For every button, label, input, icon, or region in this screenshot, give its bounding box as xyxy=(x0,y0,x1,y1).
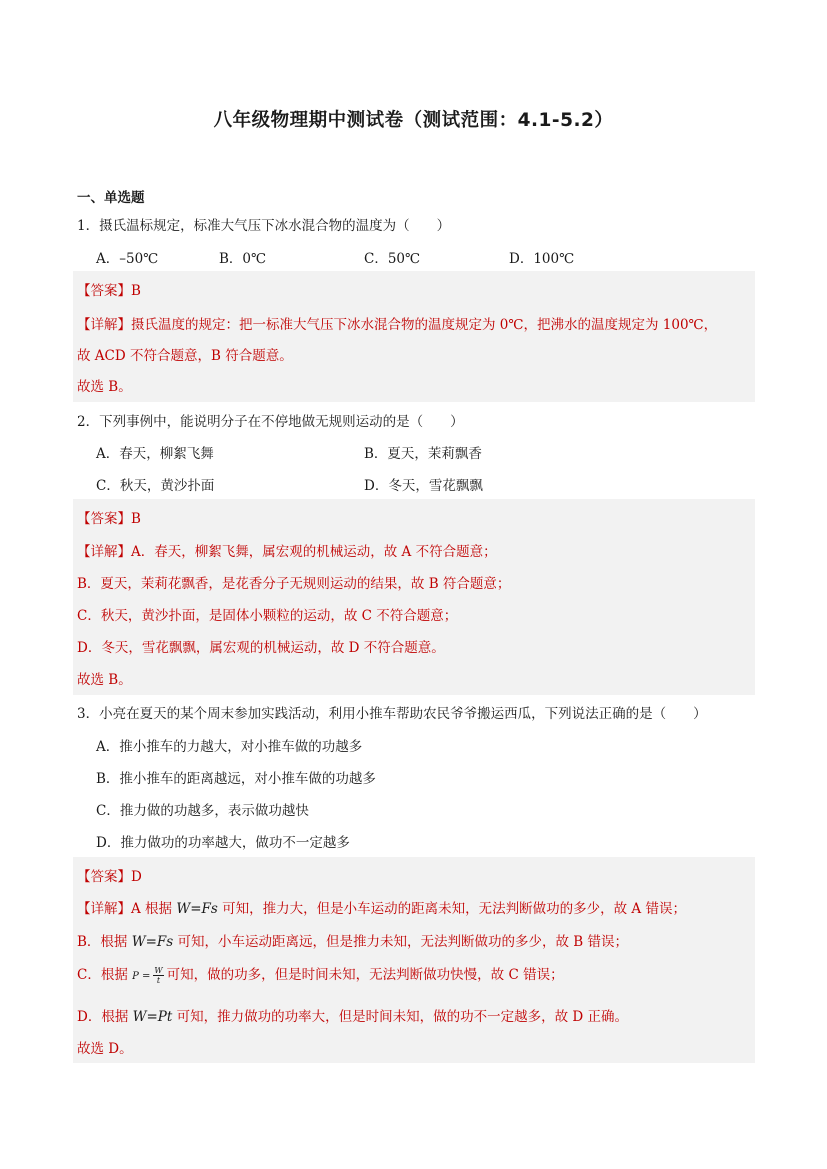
q3-option-c: C．推力做的功越多，表示做功越快 xyxy=(96,803,309,819)
q3-detail-line-2: B．根据 W=Fs 可知，小车运动距离远，但是推力未知，无法判断做功的多少，故 B 错误； xyxy=(77,934,628,950)
q3-formula-wpt: W=Pt xyxy=(132,1009,173,1025)
q3-answer-box xyxy=(73,857,755,1063)
q1-conclusion: 故选 B。 xyxy=(77,379,132,395)
q2-detail-line-3: C．秋天，黄沙扑面，是固体小颗粒的运动，故 C 不符合题意； xyxy=(77,608,458,624)
q3-answer-line: 【答案】D xyxy=(77,869,142,885)
question-3-stem: 3．小亮在夏天的某个周末参加实践活动，利用小推车帮助农民爷爷搬运西瓜，下列说法正确的是（ ） xyxy=(77,706,707,722)
q1-option-c: C．50℃ xyxy=(364,251,421,267)
q2-detail-line-2: B．夏天，茉莉花飘香，是花香分子无规则运动的结果，故 B 符合题意； xyxy=(77,576,511,592)
q3-detail-line-4: D．根据 W=Pt 可知，推力做功的功率大，但是时间未知，做的功不一定越多，故 D 正确。 xyxy=(77,1009,629,1025)
q1-answer-line: 【答案】B xyxy=(77,283,141,299)
q2-option-d: D．冬天，雪花飘飘 xyxy=(364,478,483,494)
q3-formula-wfs-2: W=Fs xyxy=(131,934,174,950)
q3-detail-line-3: C．根据 P = $\frac{W}{t}$ 可知，做的功多，但是时间未知，无法判断做功快慢，故 C 错误； xyxy=(77,966,564,985)
q3-option-a: A．推小推车的力越大，对小推车做的功越多 xyxy=(96,739,363,755)
question-2-stem: 2．下列事例中，能说明分子在不停地做无规则运动的是（ ） xyxy=(77,414,464,430)
q2-detail-line-4: D．冬天，雪花飘飘，属宏观的机械运动，故 D 不符合题意。 xyxy=(77,640,445,656)
q3-formula-fraction: $\frac{W}{t}$ xyxy=(154,966,163,985)
q2-option-c: C．秋天，黄沙扑面 xyxy=(96,478,215,494)
q1-option-a: A．–50℃ xyxy=(96,251,159,267)
q1-detail-line-2: 故 ACD 不符合题意，B 符合题意。 xyxy=(77,348,293,364)
q1-option-d: D．100℃ xyxy=(509,251,575,267)
q3-formula-p-lhs: P = xyxy=(132,971,151,982)
q2-answer-line: 【答案】B xyxy=(77,511,141,527)
q2-conclusion: 故选 B。 xyxy=(77,672,132,688)
q3-detail-line-1: 【详解】A 根据 W=Fs 可知，推力大，但是小车运动的距离未知，无法判断做功的多少，故 A 错误； xyxy=(77,901,686,917)
question-1-stem: 1．摄氏温标规定，标准大气压下冰水混合物的温度为（ ） xyxy=(77,218,451,234)
q1-detail-line-1: 【详解】摄氏温度的规定：把一标准大气压下冰水混合物的温度规定为 0℃，把沸水的温度规定为 100℃， xyxy=(77,317,718,333)
q3-conclusion: 故选 D。 xyxy=(77,1041,133,1057)
q2-detail-line-1: 【详解】A．春天，柳絮飞舞，属宏观的机械运动，故 A 不符合题意； xyxy=(77,544,497,560)
q3-formula-wfs-1: W=Fs xyxy=(176,901,218,917)
q2-answer-box xyxy=(73,499,755,695)
q2-option-b: B．夏天，茉莉飘香 xyxy=(364,446,482,462)
q1-answer-box xyxy=(73,271,755,402)
q2-option-a: A．春天，柳絮飞舞 xyxy=(96,446,214,462)
q3-option-b: B．推小推车的距离越远，对小推车做的功越多 xyxy=(96,771,376,787)
q3-option-d: D．推力做功的功率越大，做功不一定越多 xyxy=(96,835,350,851)
section-heading: 一、单选题 xyxy=(77,190,145,206)
page-title: 八年级物理期中测试卷（测试范围：4.1-5.2） xyxy=(213,110,614,131)
q1-option-b: B．0℃ xyxy=(219,251,267,267)
